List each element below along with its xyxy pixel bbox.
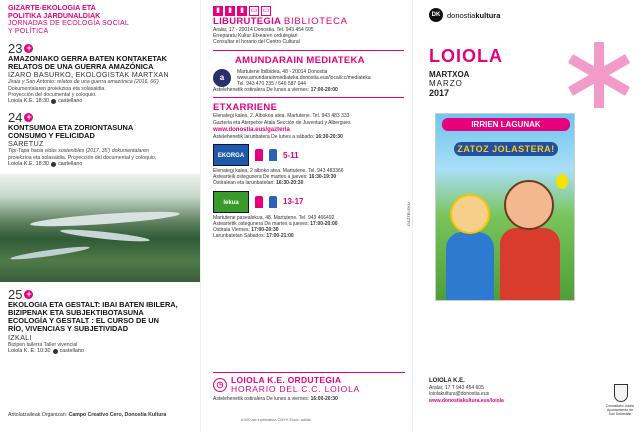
books-icon: ▮ [237, 6, 247, 16]
event-speaker: IZARO BASURKO, EKOLOGISTAK MARTXAN [8, 70, 169, 80]
poster-title: IRRIEN LAGUNAK [442, 118, 570, 131]
brand-name [447, 11, 500, 20]
schedule-header [213, 376, 405, 394]
section-header-es-2: Y POLÍTICA [8, 28, 49, 35]
brand-prefix: donostia [447, 10, 476, 20]
event-description-2: proiekzioa eta solasaldia. Proyección del documental y coloquio. [8, 154, 157, 161]
mediateka-hours-value: 17:00-20:00 [310, 87, 338, 94]
event-description-eu: Dokumentalaren proiekzioa eta solasaldia. [8, 85, 106, 92]
child-icon [255, 149, 263, 161]
brand-suffix: kultura [475, 10, 501, 20]
event-description-es: Proyección del documental y coloquio. [8, 91, 97, 98]
event-day: 23 [8, 41, 23, 56]
poster-subtitle: ZATOZ JOLASTERA! [454, 142, 558, 156]
city-crest-icon [614, 384, 628, 402]
etxarriene-web-link[interactable]: www.donostia.eus/gazteria [213, 126, 290, 133]
library-note-eu: Erreparatu Kultur Etxearen ordutegiari [213, 33, 298, 40]
lekua-hours-3-value: 17:00-21:00 [266, 233, 294, 240]
river-shape [60, 227, 150, 243]
lekua-hours-3-label: Larunbatetan Sábados: [213, 233, 265, 240]
teen-icon [269, 196, 277, 208]
etxarriene-hours [213, 134, 404, 140]
event-23 [8, 42, 192, 105]
mediateka-phone: Tel. 943 470 235 / 646 587 044 [237, 81, 306, 88]
ekorga-age-range: 5-11 [283, 150, 299, 160]
lekua-logo: lekua [213, 191, 249, 213]
event-description: Jiraia y San Antonio: relatos de una guerra amazónica (2016, 66') [8, 79, 159, 86]
event-24 [8, 111, 192, 168]
teen-icon [255, 196, 263, 208]
ekorga-hours-1-value: 16:30-19:30 [308, 174, 337, 181]
plus-icon: + [26, 112, 32, 123]
event-title-es-2: RÍO, VIVENCIAS Y SUBJETIVIDAD [8, 324, 129, 334]
children-event-poster [435, 113, 575, 301]
mediateka-info [237, 69, 371, 88]
lekua-hours-1-label: Asteartetik ostegunera De martes a jueves: [213, 220, 309, 227]
lekua-hours-3 [213, 233, 404, 239]
city-council-label: Donostiako Udala Ayuntamiento de San Sebastián [606, 404, 634, 416]
cartoon-girl-head [450, 194, 490, 234]
panel-services [200, 0, 412, 432]
center-contact [429, 378, 504, 404]
mediateka-hours [213, 87, 404, 93]
center-name: LOIOLA K.E. [429, 378, 465, 384]
event-title-es: ECOLOGÍA Y GESTALT : EL CURSO DE UN [8, 316, 159, 326]
library-note-es: Consultar el horario del Centro Cultural [213, 39, 300, 46]
lekua-hours-2-value: 17:00-20:30 [251, 227, 279, 234]
event-title-eu-2: BIZIPENAK ETA SUBJEKTIBOTASUNA [8, 308, 144, 318]
event-25 [8, 288, 192, 355]
etxarriene-hours-label: Astelehenetik larunbatera De lunes a sábado: [213, 133, 315, 140]
mediateka-block [213, 69, 404, 88]
computer-icon: ▭ [250, 7, 258, 14]
dk-logo-icon: DK [429, 8, 443, 22]
donostia-kultura-logo [429, 8, 630, 22]
language-dot-icon [51, 99, 56, 104]
ekorga-logo: EKORGA [213, 144, 249, 166]
clock-icon: ◷ [213, 378, 227, 392]
center-email[interactable]: loiolakultura@donostia.eus [429, 391, 490, 398]
section-header-eu-2: POLITIKA JARDUNALDIAK [8, 11, 101, 20]
cartoon-man [500, 228, 560, 300]
cartoon-man-head [504, 180, 554, 230]
event-date [8, 288, 192, 301]
month-es: MARZO [429, 79, 463, 88]
mediateka-logo-icon: a [213, 69, 231, 87]
event-location [8, 98, 192, 105]
gazteleku-side-label: GAZTELEKU [406, 202, 411, 226]
river-shape [30, 209, 180, 229]
event-day: 25 [8, 286, 23, 302]
organizer-line [8, 412, 166, 418]
computer-icon: ▭ [262, 7, 270, 14]
ekorga-block [213, 144, 404, 166]
panel-cover [412, 0, 640, 432]
print-footnote: 6.000 ale inprimatuta CMYK Ekoiz. adilak [241, 418, 311, 422]
event-description: Bizipen tailerra Taller vivencial [8, 341, 78, 348]
section-header-es: JORNADAS DE ECOLOGÍA SOCIAL [8, 20, 129, 27]
cartoon-girl [446, 232, 494, 300]
event-location-text: Loiola K. E. 10:30 [8, 347, 51, 354]
schedule-hours-label: Astelehenetik ostiralera De lunes a viernes: [213, 396, 310, 402]
library-title-es: BIBLIOTECA [283, 16, 348, 27]
section-header-eu: GIZARTE-EKOLOGIA ETA [8, 3, 96, 12]
event-day: 24 [8, 110, 23, 126]
lekua-block [213, 191, 404, 213]
lekua-age-range: 13-17 [283, 197, 304, 207]
child-icon [269, 149, 277, 161]
ekorga-address: Elenategi kalea, 2 alboko atea. Martutene. Tel. 943 483366 [213, 168, 344, 175]
amazon-river-photo [0, 174, 200, 282]
center-web-link[interactable]: www.donostiakultura.eus/loiola [429, 397, 504, 404]
library-address: Aralar, 17 - 20014 Donostia. Tel. 943 454 605 [213, 27, 314, 33]
event-title-es: RELATOS DE UNA GUERRA AMAZÓNICA [8, 62, 154, 72]
etxarriene-hours-value: 16:30-20:30 [315, 133, 343, 140]
event-location-text: Loiola K.E. 18:30 [8, 98, 50, 105]
etxarriene-section: Gazteria eta Aterpetxe Atala Sección de Juventud y Albergues [213, 119, 351, 126]
etxarriene-address: Elenategi kalea, 2. Albokoa atea. Martutene. Tel. 943 483 333 [213, 113, 350, 120]
balloon-icon [556, 174, 568, 189]
river-shape [10, 244, 90, 261]
plus-icon: + [26, 43, 32, 53]
lekua-address: Martutene pasealekua, 48. Martutene. Tel. 943 466492 [213, 214, 335, 221]
plus-icon: + [26, 288, 32, 299]
lekua-hours-2-label: Ostirala Viernes: [213, 227, 250, 234]
panel-ecology-events [0, 0, 200, 432]
library-icons [213, 6, 271, 16]
schedule-hours [213, 396, 405, 402]
asterisk-icon [564, 40, 634, 110]
library-title [213, 16, 404, 27]
language-dot-icon [53, 349, 58, 354]
books-icon: ▮ [213, 6, 223, 16]
language-dot-icon [51, 162, 56, 167]
schedule-title-es: HORARIO DEL C.C. LOIOLA [231, 384, 361, 394]
event-location [8, 161, 192, 168]
event-title-eu: KONTSUMOA ETA ZORIONTASUNA [8, 123, 134, 133]
event-title-es: CONSUMO Y FELICIDAD [8, 131, 95, 141]
event-title-eu: AMAZONIAKO GERRA BATEN KONTAKETAK [8, 54, 168, 63]
schedule-titles [231, 376, 360, 394]
month-eu: MARTXOA [429, 70, 470, 79]
event-location [8, 348, 192, 355]
ekorga-hours-2-label: Ostiralean eta larunbatetan: [213, 180, 275, 187]
divider [213, 97, 404, 98]
event-title-eu: EKOLOGIA ETA GESTALT: IBAI BATEN IBILERA, [8, 299, 178, 309]
organizer-label: Antolatzaileak Organizan: [8, 412, 68, 418]
ekorga-hours-1-label: Astearteik ostegunera De martes a jueves: [213, 174, 308, 181]
etxarriene-title: ETXARRIENE [213, 102, 278, 114]
schedule-title-eu: LOIOLA K.E. ORDUTEGIA [231, 375, 342, 385]
library-header [213, 6, 404, 16]
mediateka-title: AMUNDARAIN MEDIATEKA [235, 54, 365, 66]
books-icon: ▮ [225, 6, 235, 16]
schedule-hours-value: 16:00-20:30 [310, 396, 338, 402]
event-language: castellano [59, 347, 84, 354]
mediateka-web[interactable]: www.amundarainmediateka.donostia.eus/local/cc/mediateka [237, 74, 371, 81]
year: 2017 [429, 88, 450, 98]
event-location-text: Loiola K.E. 18:30 [8, 160, 50, 167]
divider [213, 50, 404, 51]
cover-title: LOIOLA [429, 46, 503, 66]
organizer-names: Campo Creativo Cero, Donostia Kultura [68, 412, 167, 418]
loiola-schedule-block [213, 372, 405, 402]
ekorga-hours-2-value: 16:30-20:30 [276, 180, 304, 187]
event-speaker: IZKALI [8, 332, 32, 342]
ekorga-hours-2 [213, 180, 404, 186]
event-speaker: SARETUZ [8, 139, 44, 149]
event-language: castellano [58, 160, 83, 167]
lekua-hours-1-value: 17:00-20:00 [310, 220, 338, 227]
event-language: castellano [58, 98, 83, 105]
library-title-eu: LIBURUTEGIA [213, 16, 281, 27]
mediateka-address: Martutene Ibilbidea, 48 - 20014 Donostia [237, 68, 328, 75]
center-address: Aralar, 17 T 943 454 605 [429, 385, 484, 391]
event-description: Tipi-Tapa hacia vidas sostenibles (2017, 35') dokumentalaren [8, 148, 149, 155]
mediateka-hours-label: Astelehenetik ostiralera De lunes a viernes: [213, 87, 310, 94]
